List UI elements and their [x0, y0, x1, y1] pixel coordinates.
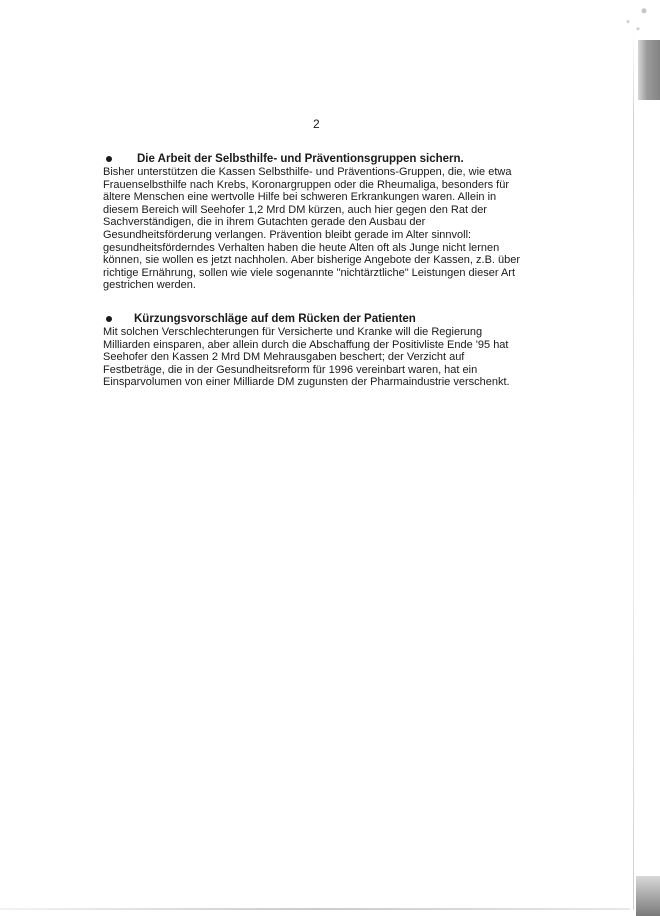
text-line: diesem Bereich will Seehofer 1,2 Mrd DM kürzen, auch hier gegen den Rat der	[103, 203, 487, 216]
text-line: können, sie wollen es jetzt nachholen. Aber bisherige Angebote der Kassen, z.B. über	[103, 254, 521, 267]
section-heading	[103, 152, 535, 166]
text-line: gesundheitsförderndes Verhalten haben die heute Alten oft als Junge nicht lernen	[103, 241, 500, 254]
bullet-icon	[106, 156, 112, 162]
section-heading-text: Kürzungsvorschläge auf dem Rücken der Patienten	[134, 313, 416, 325]
scan-artifact-bottom	[0, 908, 630, 910]
text-line: Sachverständigen, die in ihrem Gutachten gerade den Ausbau der	[103, 216, 426, 229]
text-line: Einsparvolumen von einer Milliarde DM zugunsten der Pharmaindustrie verschenkt.	[103, 376, 510, 389]
scan-artifact-edge	[638, 40, 660, 100]
scan-artifact-edge-line	[633, 30, 634, 910]
bullet-icon	[106, 316, 112, 322]
text-line: Festbeträge, die in der Gesundheitsreform für 1996 vereinbart waren, hat ein	[103, 363, 478, 376]
scan-artifact-bottom-corner	[636, 876, 660, 916]
section-body	[103, 326, 535, 389]
section-heading-text: Die Arbeit der Selbsthilfe- und Präventionsgruppen sichern.	[137, 153, 464, 165]
page-number: 2	[313, 117, 321, 131]
section-heading	[103, 312, 535, 326]
section-body	[103, 166, 535, 292]
section-kuerzungsvorschlaege	[103, 312, 535, 389]
section-selbsthilfe	[103, 152, 535, 292]
text-line: richtige Ernährung, sollen wie viele sogenannte "nichtärztliche" Leistungen dieser Art	[103, 266, 515, 279]
text-line: Bisher unterstützen die Kassen Selbsthilfe- und Präventions-Gruppen, die, wie etwa	[103, 166, 512, 178]
text-line: Seehofer den Kassen 2 Mrd DM Mehrausgaben beschert; der Verzicht auf	[103, 351, 465, 364]
scan-artifact-corner	[616, 0, 656, 36]
text-line: Gesundheitsförderung verlangen. Prävention bleibt gerade im Alter sinnvoll:	[103, 228, 472, 241]
text-line: gestrichen werden.	[103, 279, 196, 292]
text-line: Milliarden einsparen, aber allein durch die Abschaffung der Positivliste Ende '95 hat	[103, 338, 509, 351]
text-line: ältere Menschen eine wertvolle Hilfe bei schweren Erkrankungen waren. Allein in	[103, 191, 497, 204]
text-line: Frauenselbsthilfe nach Krebs, Koronargruppen oder die Rheumaliga, besonders für	[103, 178, 510, 191]
text-line: Mit solchen Verschlechterungen für Versicherte und Kranke will die Regierung	[103, 326, 483, 338]
